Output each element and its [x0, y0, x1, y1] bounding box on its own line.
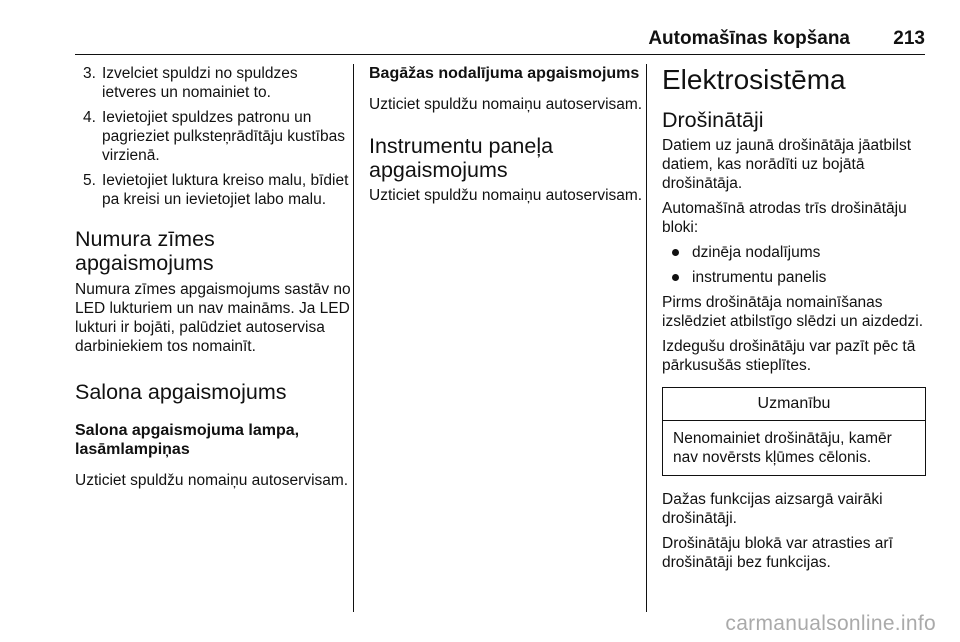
notice-heading: Uzmanību	[663, 388, 925, 421]
notice-text: Nenomainiet drošinātāju, kamēr nav novērsts kļūmes cēlonis.	[673, 430, 892, 466]
step-number: 4.	[83, 109, 96, 126]
step-text: Ievietojiet spuldzes patronu un pagrieziet pulksteņrādītāju kustības virzienā.	[102, 109, 345, 164]
panel-lighting-text: Uzticiet spuldžu nomaiņu autoservisam.	[369, 187, 643, 204]
fuses-paragraph-6: Drošinātāju blokā var atrasties arī drošinātāji bez funkcijas.	[662, 535, 893, 571]
watermark: carmanualsonline.info	[725, 612, 936, 635]
fuses-paragraph-5: Dažas funkcijas aizsargā vairāki drošinātāji.	[662, 491, 883, 527]
steps-list	[75, 64, 353, 209]
reading-lamp-heading: Salona apgaismojuma lampa, lasāmlampiņas	[75, 422, 300, 458]
list-item	[75, 108, 353, 165]
page-header	[75, 28, 925, 55]
header-title: Automašīnas kopšana	[648, 28, 850, 49]
fuses-heading: Drošinātāji	[662, 108, 764, 132]
section-title: Elektrosistēma	[662, 64, 846, 95]
step-number: 5.	[83, 172, 96, 189]
list-item	[75, 171, 353, 209]
trunk-lighting-heading: Bagāžas nodalījuma apgaismojums	[369, 65, 640, 82]
notice-box	[662, 387, 926, 476]
step-number: 3.	[83, 65, 96, 82]
list-item	[662, 243, 926, 262]
column-divider-1	[353, 64, 354, 612]
plate-lighting-text: Numura zīmes apgaismojums sastāv no LED lukturiem un nav maināms. Ja LED lukturi ir bojāti, palūdziet autoservisa darbiniekiem tos nomainīt.	[75, 281, 351, 355]
plate-lighting-heading: Numura zīmes apgaismojums	[75, 227, 215, 275]
fuse-blocks-list	[662, 243, 926, 287]
bullet-icon	[672, 274, 679, 281]
fuses-paragraph-1: Datiem uz jaunā drošinātāja jāatbilst datiem, kas norādīti uz bojātā drošinātāja.	[662, 137, 911, 192]
step-text: Ievietojiet luktura kreiso malu, bīdiet pa kreisi un ievietojiet labo malu.	[102, 172, 349, 208]
bullet-text: instrumentu panelis	[692, 269, 827, 286]
column-2	[369, 64, 646, 205]
column-1	[75, 64, 353, 490]
page-number: 213	[893, 28, 925, 49]
fuses-paragraph-2: Automašīnā atrodas trīs drošinātāju bloki:	[662, 200, 907, 236]
bullet-icon	[672, 249, 679, 256]
column-3	[662, 64, 926, 572]
bullet-text: dzinēja nodalījums	[692, 244, 821, 261]
reading-lamp-text: Uzticiet spuldžu nomaiņu autoservisam.	[75, 472, 349, 489]
fuses-paragraph-4: Izdegušu drošinātāju var pazīt pēc tā pārkusušās stieplītes.	[662, 338, 916, 374]
column-divider-2	[646, 64, 647, 612]
step-text: Izvelciet spuldzi no spuldzes ietveres un nomainiet to.	[102, 65, 298, 101]
list-item	[75, 64, 353, 102]
panel-lighting-heading: Instrumentu paneļa apgaismojums	[369, 134, 554, 182]
fuses-paragraph-3: Pirms drošinātāja nomainīšanas izslēdziet atbilstīgo slēdzi un aizdedzi.	[662, 294, 924, 330]
list-item	[662, 268, 926, 287]
trunk-lighting-text: Uzticiet spuldžu nomaiņu autoservisam.	[369, 96, 643, 113]
interior-lighting-heading: Salona apgaismojums	[75, 380, 287, 404]
